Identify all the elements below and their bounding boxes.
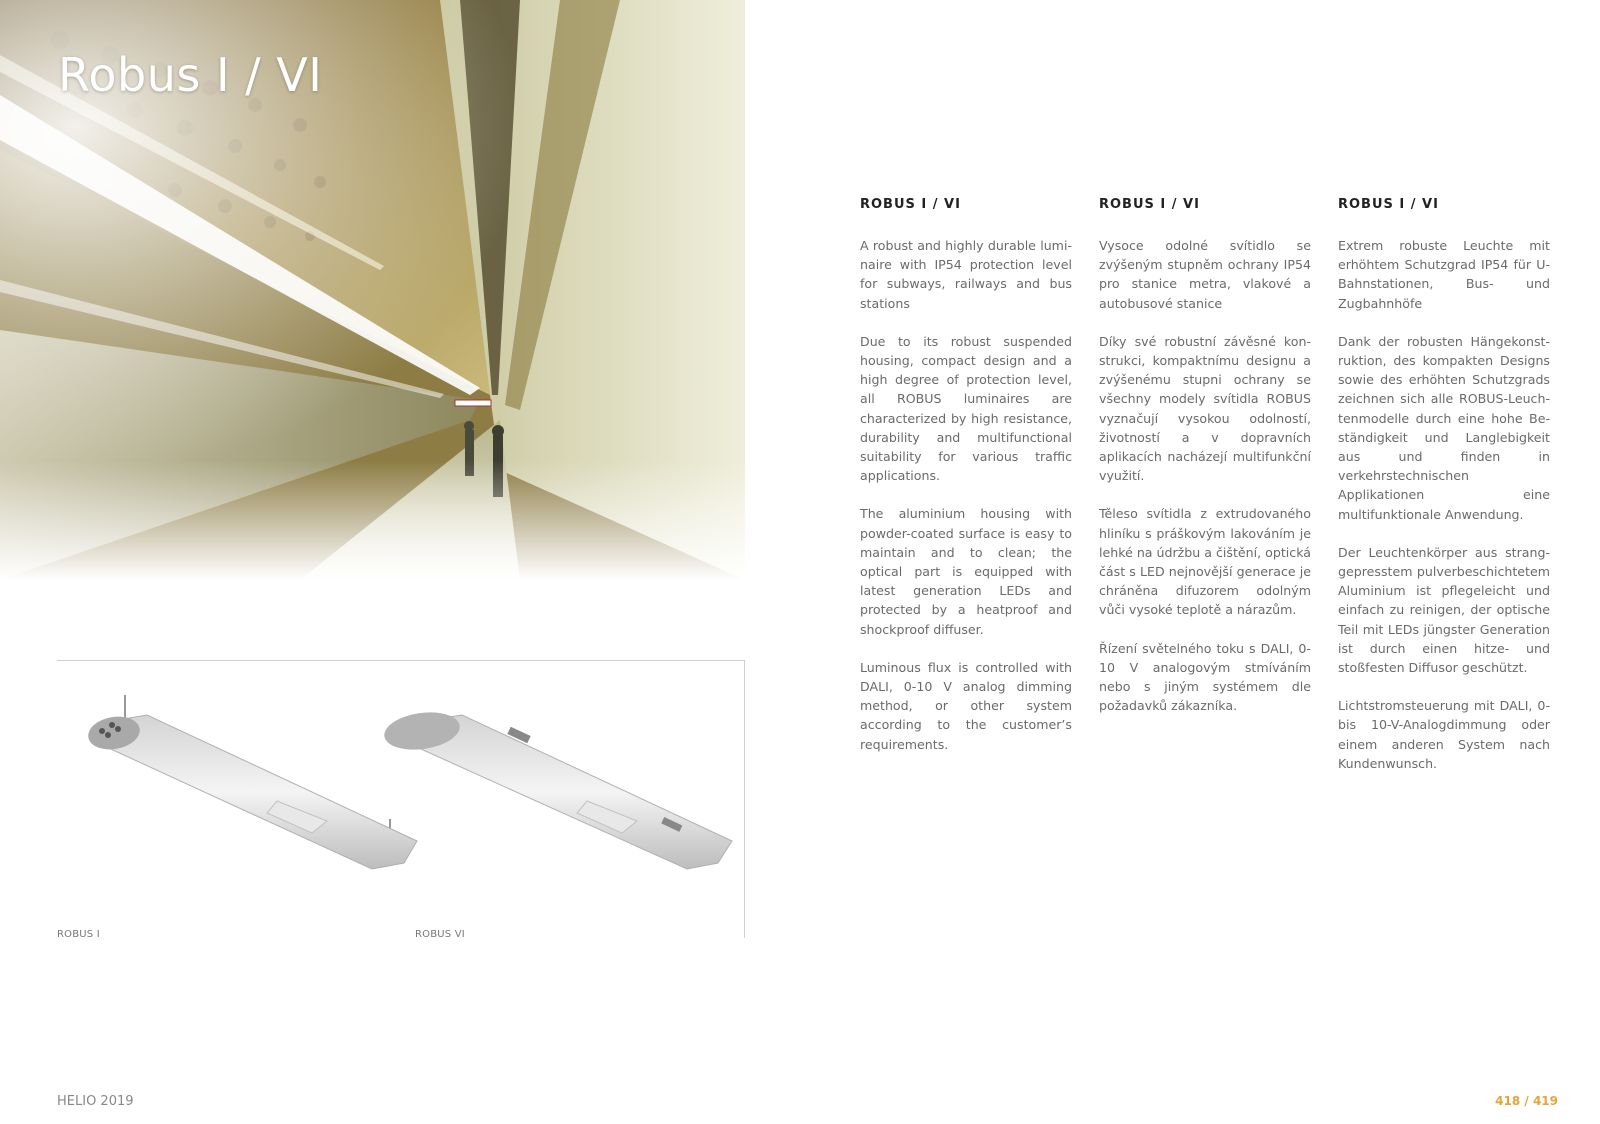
product-gallery: [57, 660, 745, 938]
paragraph: Dank der robusten Hängekonstruktion, des kompakten Designs sowie des erhöhten Schutzgrads zeichnen sich alle ROBUS-Leuchtenmodelle durch eine hohe Beständigkeit und Langlebigkeit aus und finden in verkehrstechnischen Applikationen eine multifunktionale Anwendung.: [1338, 333, 1550, 522]
caption-robus-vi: ROBUS VI: [415, 929, 465, 940]
page-numbers: 418 / 419: [1495, 1094, 1558, 1108]
column-german: [1338, 197, 1550, 792]
paragraph: Těleso svítidla z extrudovaného hliníku s práškovým lakováním je lehké na údržbu a čištění, optická část s LED nejnovější generace je chráněna difuzorem odolným vůči vysoké teplotě a nárazům.: [1099, 506, 1311, 618]
caption-robus-i: ROBUS I: [57, 929, 100, 940]
column-heading: ROBUS I / VI: [1338, 197, 1439, 212]
paragraph: Der Leuchtenkörper aus stranggepresstem pulverbeschichtetem Aluminium ist pflegeleicht und einfach zu reinigen, der optische Teil mit LEDs jüngster Generation ist durch einen hitze- und stoßfesten Diffusor geschützt.: [1338, 544, 1550, 676]
paragraph: Lichtstromsteuerung mit DALI, 0- bis 10-V-Analogdimmung oder einem anderen System nach Kundenwunsch.: [1338, 698, 1550, 771]
paragraph: Řízení světelného toku s DALI, 0-10 V analogovým stmíváním nebo s jiným systémem dle požadavků zákazníka.: [1099, 640, 1311, 714]
footer-catalog-name: HELIO 2019: [57, 1094, 134, 1109]
page-title: Robus I / VI: [58, 48, 323, 102]
paragraph: Díky své robustní závěsné konstrukci, kompaktnímu designu a zvýšenému stupni ochrany se všechny modely svítidla ROBUS vyznačují vysokou odolností, životností a v dopravních aplikacích nacházejí multifunkční využití.: [1099, 333, 1311, 484]
paragraph: Luminous flux is controlled with DALI, 0-10 V analog dimming method, or other system according to the customer’s requirements.: [860, 659, 1072, 752]
luminaire-robus-vi-icon: [382, 701, 742, 901]
paragraph: The aluminium housing with powder-coated surface is easy to maintain and to clean; the optical part is equipped with latest generation LEDs and protected by a heatproof and shockproof diffuser.: [860, 506, 1072, 637]
paragraph: Extrem robuste Leuchte mit erhöhtem Schutzgrad IP54 für U-Bahnstationen, Bus- und Zugbahnhöfe: [1338, 238, 1550, 311]
column-english: [860, 197, 1072, 773]
column-heading: ROBUS I / VI: [860, 197, 961, 212]
hero-photo: [0, 0, 745, 580]
paragraph: Due to its robust suspended housing, compact design and a high degree of protection level, all ROBUS luminaires are characterized by high resistance, durability and multifunctional suitability for various traffic applications.: [860, 333, 1072, 484]
hero-fade: [0, 460, 745, 580]
column-czech: [1099, 197, 1311, 734]
column-heading: ROBUS I / VI: [1099, 197, 1200, 212]
paragraph: A robust and highly durable luminaire with IP54 protection level for subways, railways and bus stations: [860, 238, 1072, 311]
paragraph: Vysoce odolné svítidlo se zvýšeným stupněm ochrany IP54 pro stanice metra, vlakové a autobusové stanice: [1099, 238, 1311, 311]
luminaire-robus-i-icon: [72, 691, 422, 891]
